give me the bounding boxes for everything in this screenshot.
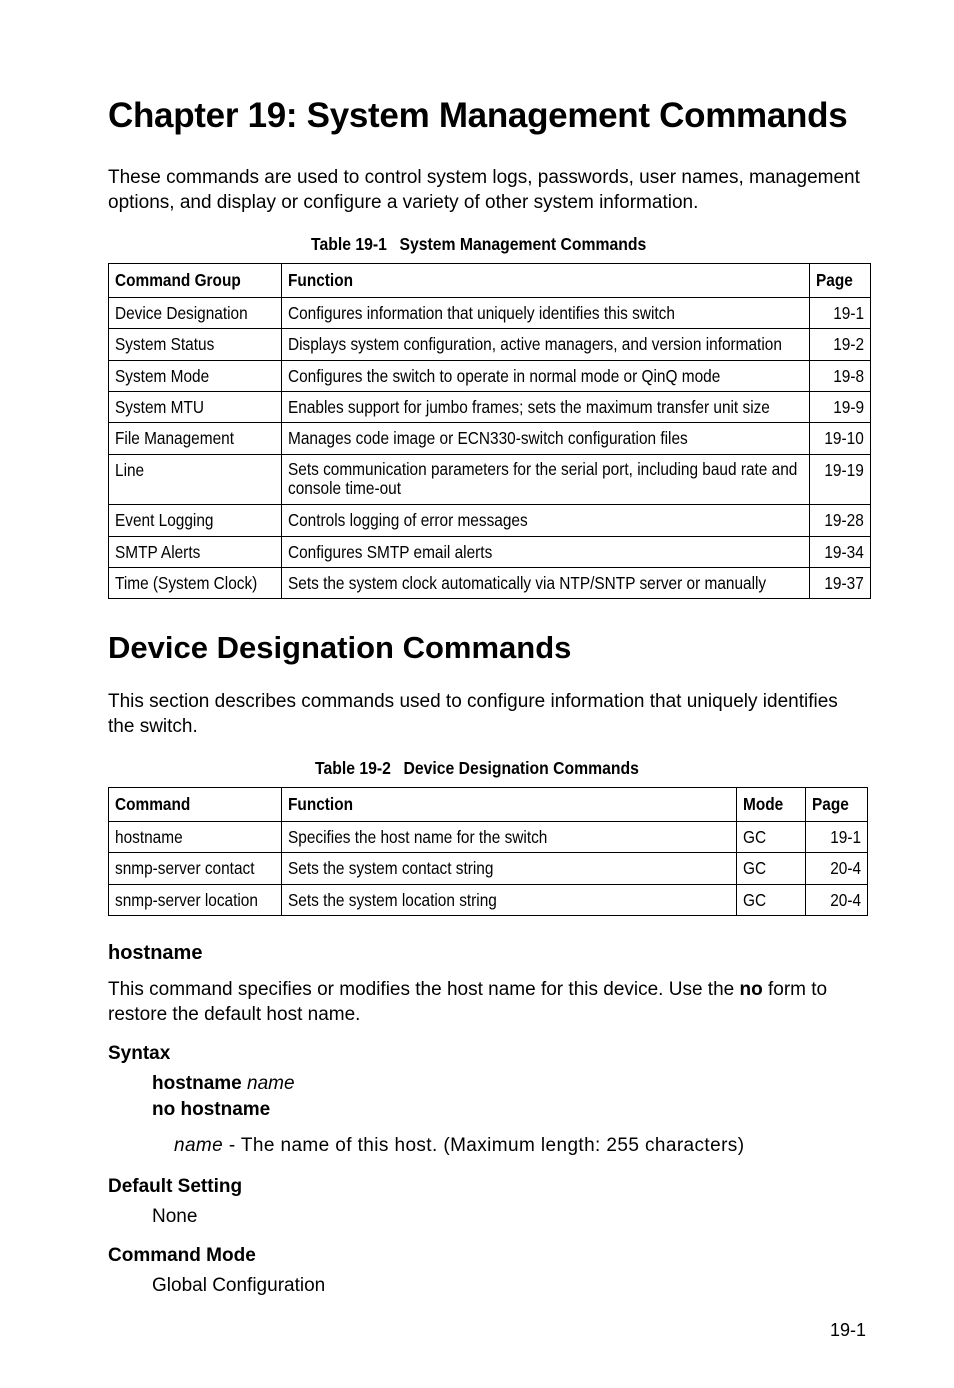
table-cell: 20-4: [806, 853, 868, 885]
syntax-command: hostname: [152, 1073, 242, 1094]
parameter-name: name: [174, 1135, 224, 1156]
table2-header-cell: Page: [806, 788, 868, 822]
table-cell: GC: [737, 822, 806, 853]
table1-header-cell: Command Group: [109, 264, 282, 298]
table-cell: Specifies the host name for the switch: [282, 822, 737, 853]
table-cell: snmp-server contact: [109, 853, 282, 885]
table-cell: Sets the system clock automatically via NTP/SNTP server or manually: [282, 568, 810, 599]
table-cell: SMTP Alerts: [109, 537, 282, 568]
chapter-title: Chapter 19: System Management Commands: [108, 96, 848, 135]
table-cell: snmp-server location: [109, 885, 282, 916]
table1-caption-text: System Management Commands: [399, 234, 647, 254]
table-cell: Controls logging of error messages: [282, 505, 810, 537]
table-cell: Event Logging: [109, 505, 282, 537]
table-cell: 19-2: [810, 329, 871, 361]
table1-header-cell: Page: [810, 264, 871, 298]
table-cell: 19-1: [810, 298, 871, 329]
table-cell: Line: [109, 455, 282, 505]
no-keyword: no: [739, 979, 763, 1000]
table-cell: 19-8: [810, 361, 871, 392]
table-cell: hostname: [109, 822, 282, 853]
table1-caption: [311, 234, 646, 255]
table-row: [109, 853, 868, 885]
section-intro: This section describes commands used to configure information that uniquely identifies the switch.: [108, 691, 838, 737]
table-cell: 19-28: [810, 505, 871, 537]
table-cell: Sets communication parameters for the serial port, including baud rate and console time-out: [282, 455, 810, 505]
table-row: [109, 298, 871, 329]
table2-header-cell: Function: [282, 788, 737, 822]
page-number: 19-1: [830, 1320, 867, 1340]
table2-caption-number: Table 19-2: [315, 758, 391, 778]
table-cell: 19-34: [810, 537, 871, 568]
table-cell: GC: [737, 885, 806, 916]
table2-header-cell: Command: [109, 788, 282, 822]
syntax-argument: name: [247, 1073, 295, 1094]
parameter-description: - The name of this host. (Maximum length: 255 characters): [223, 1135, 745, 1156]
table-cell: 19-37: [810, 568, 871, 599]
table-row: [109, 568, 871, 599]
table-row: [109, 423, 871, 455]
table-cell: Manages code image or ECN330-switch configuration files: [282, 423, 810, 455]
command-description: This command specifies or modifies the host name for this device. Use the no form to restore the default host name.: [108, 979, 828, 1025]
table-cell: 19-19: [810, 455, 871, 505]
syntax-no-line: no hostname: [152, 1099, 271, 1120]
table1: [108, 263, 871, 599]
table-row: [109, 455, 871, 505]
table-cell: Time (System Clock): [109, 568, 282, 599]
table-cell: 19-1: [806, 822, 868, 853]
table1-caption-number: Table 19-1: [311, 234, 387, 254]
table2-caption: [315, 758, 639, 779]
table-row: [109, 329, 871, 361]
table-cell: System Status: [109, 329, 282, 361]
table-cell: 19-10: [810, 423, 871, 455]
table-row: [109, 537, 871, 568]
table-cell: Displays system configuration, active managers, and version information: [282, 329, 810, 361]
table-cell: Configures the switch to operate in normal mode or QinQ mode: [282, 361, 810, 392]
section-title: Device Designation Commands: [108, 630, 572, 665]
table-cell: File Management: [109, 423, 282, 455]
table2-header-cell: Mode: [737, 788, 806, 822]
table-cell: Configures information that uniquely identifies this switch: [282, 298, 810, 329]
table-row: [109, 885, 868, 916]
table-row: [109, 361, 871, 392]
table-cell: GC: [737, 853, 806, 885]
table-cell: 20-4: [806, 885, 868, 916]
syntax-line: [152, 1073, 295, 1095]
table-cell: System Mode: [109, 361, 282, 392]
table-cell: Sets the system location string: [282, 885, 737, 916]
table-row: [109, 392, 871, 423]
command-mode-value: Global Configuration: [152, 1275, 326, 1296]
syntax-heading: Syntax: [108, 1043, 171, 1064]
default-setting-heading: Default Setting: [108, 1176, 243, 1197]
table-cell: Configures SMTP email alerts: [282, 537, 810, 568]
table-row: [109, 505, 871, 537]
table-row: [109, 822, 868, 853]
table1-header-cell: Function: [282, 264, 810, 298]
table-cell: Enables support for jumbo frames; sets the maximum transfer unit size: [282, 392, 810, 423]
chapter-intro: These commands are used to control system logs, passwords, user names, management options, and display or configure a variety of other system information.: [108, 167, 860, 213]
table-cell: System MTU: [109, 392, 282, 423]
parameter-line: [174, 1135, 744, 1157]
table2-header-row: [109, 788, 868, 822]
table-cell: Device Designation: [109, 298, 282, 329]
table-cell: Sets the system contact string: [282, 853, 737, 885]
command-heading: hostname: [108, 942, 203, 964]
table2-caption-text: Device Designation Commands: [403, 758, 639, 778]
table2: [108, 787, 868, 916]
table-cell: 19-9: [810, 392, 871, 423]
default-setting-value: None: [152, 1206, 198, 1227]
table1-header-row: [109, 264, 871, 298]
command-mode-heading: Command Mode: [108, 1245, 256, 1266]
